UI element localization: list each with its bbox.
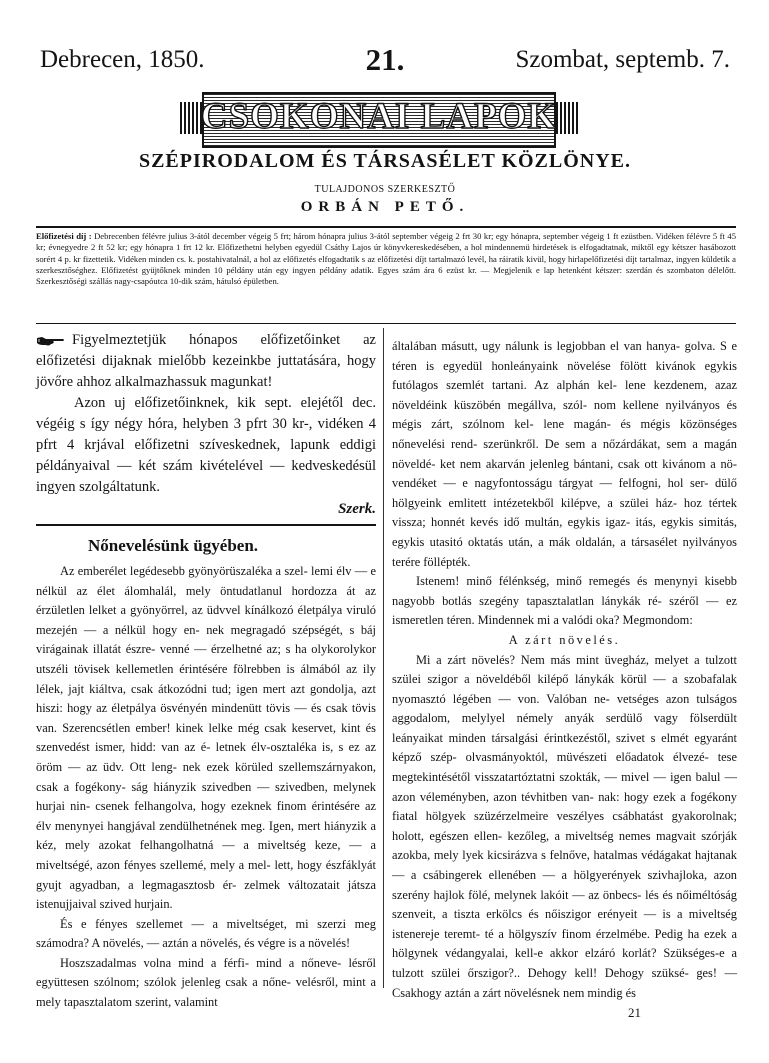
article-paragraph [392, 337, 737, 572]
text-line: hordozza át az érzületlen lelket a gyönyörrel, az üdvvel [36, 583, 376, 618]
text-line: keze, — a miveltségé, azon fényes szellemé, mely a mel- [36, 838, 376, 872]
masthead-title: CSOKONAI LAPOK [200, 96, 558, 137]
text-line: itás, egykis simitás, egykis utasitó oktatás után, a [392, 515, 737, 549]
subscription-lead: Előfizetési díj : [36, 231, 92, 241]
text-line: csenek felhangolva, hogy ezeknek finom érintésére az [95, 799, 376, 814]
text-line: letnek élv-osztaléka is, s ez az öröm — az üdv. Ott leng- [36, 740, 376, 774]
pointing-hand-icon [36, 335, 66, 347]
header-rule [36, 226, 736, 228]
text-line: mák oldalán, a társasélet nyilványos terére föllépték. [392, 534, 738, 569]
text-line: védangyalai, kell-e akkor elzáró korlát? Szükséges-e [445, 946, 725, 961]
article-subheading: A zárt növelés. [508, 632, 621, 647]
article-right-text [392, 337, 737, 1003]
text-line: általában másutt, ugy nálunk is legjobban el van hanya- [392, 339, 681, 353]
text-line: nek ezek körüled szellemszárnyakon, csak a fogékony- [36, 759, 377, 794]
text-line: kezőleg, a miveltség nemes magvait szórják azokba, mely [392, 828, 737, 863]
article-title: Nőnevelésünk ügyében. [88, 536, 259, 555]
text-line: lés és nőiméltóság szenveit, a tiszta erkölcs és [392, 887, 737, 922]
text-line: Istenem! minő félénkség, minő remegés és menynyi [416, 574, 698, 589]
subscription-info [36, 231, 736, 287]
text-line: lésről együttesen szólnom; szólok jelenleg csak a nőne- [36, 955, 376, 990]
owner-label: TULAJDONOS SZERKESZTŐ [314, 184, 456, 195]
text-line: — a szobafalak nyomasztó légében — von. Valóban ne- [392, 672, 737, 706]
text-line: azon szerény hajlok fölé, melynek lakóit — az önbecs- [392, 868, 737, 902]
text-line: élv menynyei hangjával zendülhetnének meg. Igen, mert [36, 818, 321, 833]
column-divider [383, 328, 384, 988]
article-paragraph [36, 954, 376, 1013]
notice-paragraph-2: Azon uj előfizetőinknek, kik sept. elejétől dec. végéig s így négy hóra, helyben 3 pfrt 30 kr-, vidéken 4 pfrt 4 krjával előfizetni szíveskednek, lapunk eddigi példányaival — két szám kivételével — kedveskedésül ingyen szolgáltatunk. [36, 395, 376, 495]
notice-paragraph-1 [36, 330, 376, 393]
text-line: tese megtekintésétől visszatartóztatni szokták, — mivel [392, 750, 737, 785]
article-paragraph [392, 651, 737, 1004]
text-line: a csábingerek ellenében — a hölgyerények szivhajloka, [410, 868, 708, 883]
subscription-text: Debrecenben félévre julius 3-ától december végeig 5 frt; három hónapra julius 3-ától september végeig 2 frt 30 kr; egy hónapra, september végeig 1 ft ezüstben. Vidéken félévre 5 ft 45 kr; évnegyedre 2 ft 52 kr; egy hónapra 1 frt 12 kr. Előfizethetni helyben egyedül Csáthy Lajos úr könyvkereskedésében, a hol mindennemü hirdetések is elfogadtatnak, miktől egy kétszer hasábozott sorért 4 p. kr fizettetik. Vidéken minden cs. k. postahivatalnál, a hol az előfizetés elfogadtatik s az előfizetési díjt tartalmazó levél, ha ráiratik kivül, hogy hirlapelőfizetési díjt tartalmaz, ingyen küldetik a szerkesztőséghez. Előfizetést gyüjtőknek minden 10 példány után egy ingyen példány adatik. Egyes szám ára 6 ezüst kr. — Megjelenik e lap hetenként kétszer: szerdán és szombaton délelőtt. Szerkesztőségi szállás nagy-csapóutca 10-dik szám, hátulsó épületben. [36, 231, 737, 287]
article-paragraph [392, 572, 737, 631]
text-line: érintkezéstől, szivet s elmét egyaránt képző szép- [392, 730, 737, 765]
text-line: a tulzott szülei szigor a növeldéből kilépő lánykák körül [392, 652, 737, 687]
text-line: lyek kicsirázva s felnőve, hatalmas védágakat hajtanak — [392, 848, 737, 883]
article-paragraph [36, 562, 376, 915]
text-line: lemi élv — e nélkül az élet álomhalál, mely öntudatlanul [36, 564, 376, 598]
text-line: végre is a növelés! [257, 936, 351, 951]
text-line: a tulzott szülei őrszigor?.. Dehogy kell! Dehogy szüksé- [392, 946, 737, 980]
text-line: Hoszszadalmas volna mind a férfi- mind a nőneve- [60, 955, 342, 970]
header-line [40, 44, 730, 82]
article-left-text [36, 562, 376, 1013]
notice-divider [36, 524, 376, 526]
right-column [392, 337, 737, 1021]
text-line: szerzi meg számodra? A növelés, — aztán a növelés, és [36, 916, 376, 951]
text-line: szerünkről. De sem a nőzárdákat, sem a magán növeldé- [392, 436, 737, 471]
text-line: kisebb nagyobb botlás szegény tapasztalatlan lánykák ré- [392, 574, 737, 608]
text-line: nom kellene nyilványos és mégis zárt, szólnom kel- [392, 397, 738, 432]
text-line: té a hölgyszív finom érzelmébe. Pedig ha ezek a hölgynek [392, 926, 737, 961]
text-line: nak: hogy ezek a fogékony fiatal hölgyek szüzérzelmeire [392, 789, 738, 824]
notice-signature: Szerk. [338, 501, 376, 517]
text-line: azt hiszi: hogy az életpálya ösvényén mindenütt tövis — [36, 681, 376, 716]
subscription-rule [36, 323, 736, 324]
text-line: lene kezdenem, azaz növeldéink küszöbén megállva, szól- [392, 378, 738, 412]
editor-notice [36, 330, 376, 520]
text-line: vendéket — e nagyfontosságu tárgyat — felfogni, hol ser- [392, 476, 709, 491]
weekday-date: Szombat, septemb. 7. [515, 46, 730, 73]
issue-number: 21. [365, 42, 405, 77]
masthead-subtitle: SZÉPIRODALOM ÉS TÁRSASÉLET KÖZLÖNYE. [138, 150, 632, 172]
text-line: És e fényes szellemet — a miveltséget, mi [60, 916, 309, 931]
text-line: hoz tértek vissza; honnét kevés idő multán, egykis igaz- [392, 495, 737, 530]
text-line: hiányzik a kéz, mely azokat felhangolhatná — a miveltség [36, 818, 376, 853]
text-line: ság hiányzik szivedben — szivedben, melynek hurjai nin- [36, 779, 376, 814]
text-line: kivánok egykis futólagos szemlét tartani. Az alphán kel- [392, 358, 737, 393]
text-line: nek megragadó szépségét, s báj virágainak illatát észre- [36, 622, 376, 657]
text-line: golva. S e téren is egyedül honleányaink növelése fölött [392, 339, 737, 373]
text-line: velésről, mint a mely tapasztalatom szerint, valamint [36, 975, 376, 1010]
text-line: zelmek változatait játsza istenujjaival szived hurjain. [36, 877, 376, 912]
left-column [36, 330, 376, 1013]
text-line: serdülő vagy fölserdült leányaikat minden társalgási [392, 711, 737, 745]
text-line: ket nem akarván jelenleg bántani, csak ott kivánom a nö- [440, 456, 737, 471]
text-line: és csak tövis van. Szerencsétlen ember! kinek lelke még [36, 701, 376, 735]
text-line: venné — érzelhetné az; s ha olykorolykor utszéli tövisek [36, 642, 376, 676]
text-line: jajt kiáltva, csak átkozódni tud; igen mert azt gondolja, [68, 681, 357, 696]
text-line: Megmondom: [622, 613, 693, 628]
page-number: 21 [628, 1005, 641, 1021]
text-line: veszélyes csábhatást gyakorolnak; holott, egészen ellen- [392, 809, 737, 843]
text-line: lene magán- és mégis közönséges nőnevelési rend- [392, 417, 737, 451]
text-line: vetséges azon tulságos aggodalom, melylyel némely anyák [392, 691, 737, 726]
text-line: Mi a zárt növelés? Nem más mint üvegház, melyet [416, 652, 689, 667]
article-paragraph [36, 915, 376, 954]
text-line: csak keservet, kint és szenvedést ismer, hidd: van az é- [36, 720, 376, 755]
text-line: Az emberélet legédesebb gyönyörüszaléka a szel- [60, 564, 308, 578]
text-line: — igen balul — azon véleményben, azon tévhitben van- [392, 770, 737, 804]
text-line: dülő hölgyeink emlitett intézetekből kilépve, a szülei ház- [392, 476, 737, 510]
text-line: ges! — Csakhogy aztán a zárt növelésnek nem mindig és [392, 966, 737, 1000]
place-date: Debrecen, 1850. [40, 46, 205, 73]
notice-text-1: Figyelmeztetjük hónapos előfizetőinket az előfizetési dijaknak mielőbb kezeinkbe juttatására, hogy jövőre ahhoz alkalmazhassuk magunkat! [36, 332, 376, 390]
owner-name: ORBÁN PETŐ. [300, 199, 470, 215]
text-line: kellemetlen érintésére fölrebben is álmából az ily lélek, [36, 661, 376, 696]
masthead-logo [180, 92, 578, 144]
text-line: nőiszigor erényeit — is a miveltség istenereje teremt- [392, 907, 737, 941]
text-line: kínálkozó életpálya viruló mezején — a nélkül hogy en- [36, 603, 376, 637]
text-line: lett, hogy észfáklyát gyujt agyadban, a legmagasztosb ér- [36, 857, 376, 892]
text-line: széről — ez ismeretlen téren. Mindennek mi a valódi oka? [392, 593, 738, 628]
text-line: olvasmányoktól, müvészeti előadatok élvezé- [465, 750, 709, 765]
